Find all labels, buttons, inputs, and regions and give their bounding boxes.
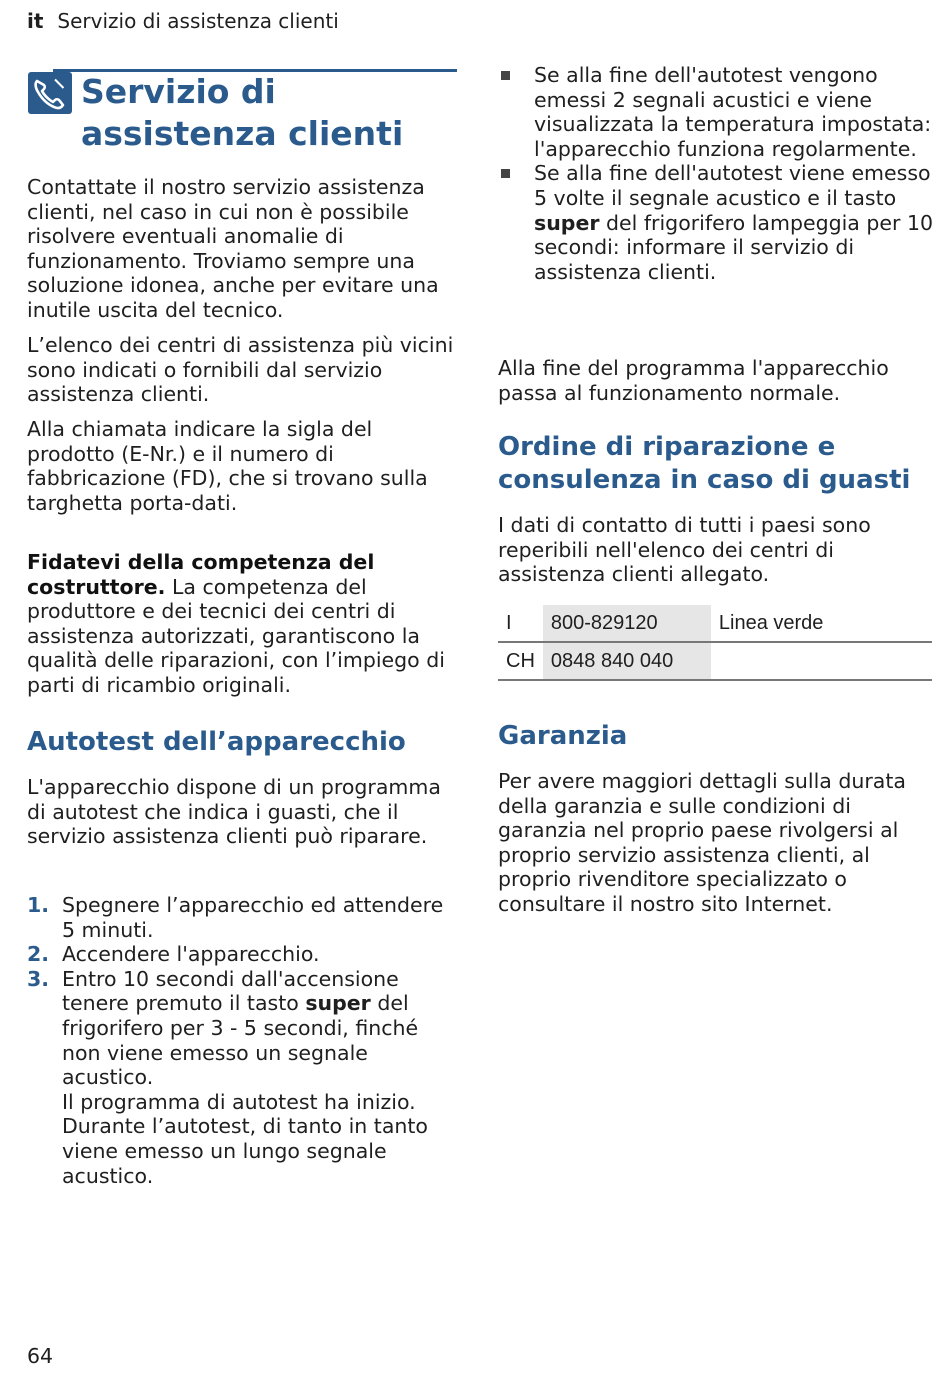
running-header	[27, 8, 339, 34]
autotest-steps	[27, 893, 459, 1188]
super-key-label: super	[305, 991, 371, 1016]
table-row	[498, 605, 932, 642]
phone-icon	[28, 72, 72, 114]
step-text: Entro 10 secondi dall'accensione tenere premuto il tasto	[62, 966, 399, 1016]
language-code: it	[27, 9, 44, 33]
phone-number: 800-829120	[543, 605, 711, 642]
step-text: Durante l’autotest, di tanto in tanto viene emesso un lungo segnale acustico.	[62, 1114, 428, 1188]
list-item	[498, 63, 934, 161]
phone-number: 0848 840 040	[543, 642, 711, 680]
country-code: I	[498, 605, 543, 642]
warranty-heading: Garanzia	[498, 721, 628, 751]
bullet-text: Se alla fine dell'autotest viene emesso 5 volte il segnale acustico e il tasto	[534, 161, 931, 210]
autotest-intro: L'apparecchio dispone di un programma di autotest che indica i guasti, che il servizio assistenza clienti può riparare.	[27, 775, 441, 849]
autotest-heading: Autotest dell’apparecchio	[27, 727, 406, 757]
repair-text: I dati di contatto di tutti i paesi sono reperibili nell'elenco dei centri di assistenza clienti allegato.	[498, 513, 871, 587]
contact-note: Linea verde	[711, 605, 932, 642]
warranty-text: Per avere maggiori dettagli sulla durata della garanzia e sulle condizioni di garanzia nel proprio paese rivolgersi al proprio servizio assistenza clienti, al proprio rivenditore specializzato o consultare il nostro sito Internet.	[498, 769, 906, 916]
step-number: 3.	[27, 966, 50, 991]
intro-paragraph-1: Contattate il nostro servizio assistenza clienti, nel caso in cui non è possibile risolvere eventuali anomalie di funzionamento. Troviamo sempre una soluzione idonea, anche per evitare una inutile uscita del tecnico.	[27, 175, 439, 322]
contact-note	[711, 642, 932, 680]
contacts-table	[498, 605, 932, 681]
autotest-result-list	[498, 63, 934, 284]
intro-paragraph-2: L’elenco dei centri di assistenza più vicini sono indicati o fornibili dal servizio assistenza clienti.	[27, 333, 454, 407]
list-item	[27, 893, 459, 942]
repair-heading: Ordine di riparazione e consulenza in caso di guasti	[498, 432, 911, 495]
step-number: 2.	[27, 942, 50, 967]
intro-paragraph-3: Alla chiamata indicare la sigla del prodotto (E-Nr.) e il numero di fabbricazione (FD), che si trovano sulla targhetta porta-dati.	[27, 417, 428, 515]
step-text: del frigorifero per 3 - 5 secondi, finché non viene emesso un segnale acustico.	[62, 991, 419, 1090]
autotest-end-text: Alla fine del programma l'apparecchio passa al funzionamento normale.	[498, 356, 889, 405]
trust-bold: Fidatevi della competenza del costruttore.	[27, 550, 375, 599]
bullet-square-icon	[501, 169, 510, 178]
country-code: CH	[498, 642, 543, 680]
step-text: Accendere l'apparecchio.	[62, 942, 320, 967]
bullet-text: del frigorifero lampeggia per 10 secondi: informare il servizio di assistenza clienti.	[534, 210, 934, 284]
step-number: 1.	[27, 893, 50, 917]
step-text: Spegnere l’apparecchio ed attendere 5 minuti.	[62, 893, 444, 942]
table-row	[498, 642, 932, 680]
bullet-text: Se alla fine dell'autotest vengono emessi 2 segnali acustici e viene visualizzata la temperatura impostata: l'apparecchio funziona regolarmente.	[534, 63, 932, 161]
step-text: Il programma di autotest ha inizio.	[62, 1089, 416, 1114]
bullet-square-icon	[501, 71, 510, 80]
list-item	[27, 967, 459, 1188]
list-item	[27, 942, 459, 967]
header-section-title: Servizio di assistenza clienti	[57, 9, 339, 33]
super-key-label: super	[534, 210, 600, 235]
list-item	[498, 161, 934, 284]
page-title: Servizio di assistenza clienti	[81, 72, 404, 153]
trust-text: La competenza del produttore e dei tecnici dei centri di assistenza autorizzati, garantiscono la qualità delle riparazioni, con l’impiego di parti di ricambio originali.	[27, 574, 445, 697]
trust-paragraph	[27, 550, 459, 698]
page-number: 64	[27, 1344, 54, 1368]
